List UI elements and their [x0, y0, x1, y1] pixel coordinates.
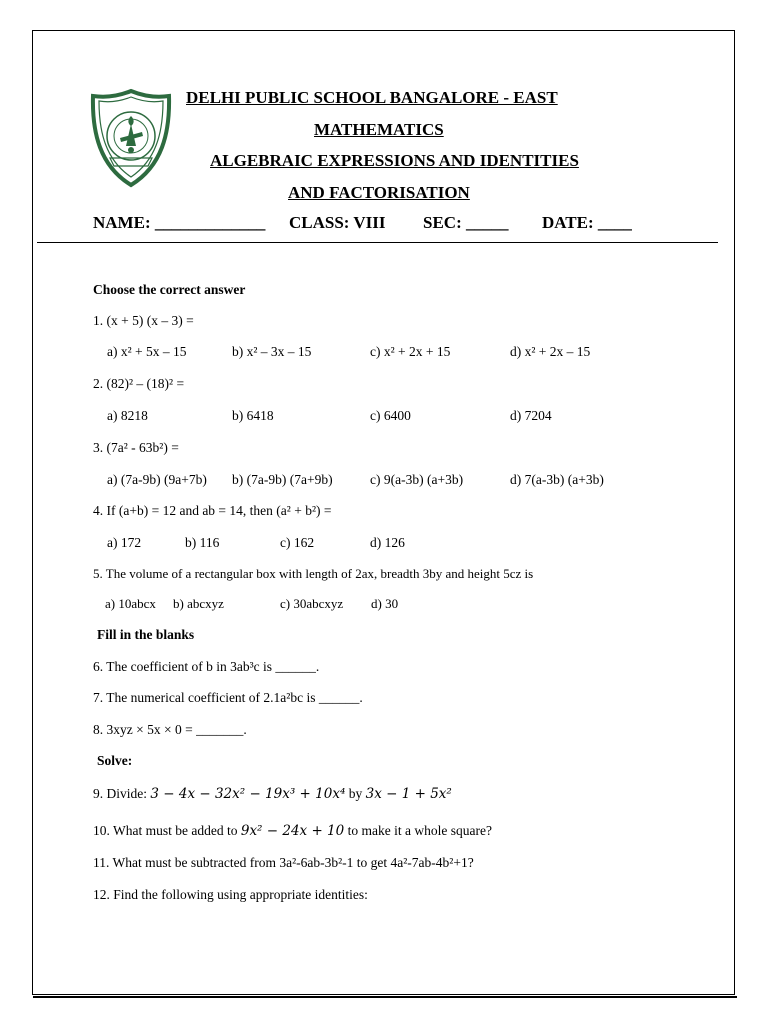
- topic-title-line1: ALGEBRAIC EXPRESSIONS AND IDENTITIES: [210, 151, 579, 170]
- q3-option-a: a) (7a-9b) (9a+7b): [107, 472, 207, 487]
- q2-option-c: c) 6400: [370, 408, 411, 423]
- question-5: 5. The volume of a rectangular box with length of 2ax, breadth 3by and height 5cz is: [93, 566, 534, 581]
- question-4: 4. If (a+b) = 12 and ab = 14, then (a² + b²) =: [93, 503, 332, 518]
- header-divider: [37, 242, 718, 243]
- topic-title-line2: AND FACTORISATION: [288, 183, 470, 202]
- q9-dividend: 3 − 4x − 32x² − 19x³ + 10x⁴: [150, 786, 346, 802]
- q5-option-d: d) 30: [371, 596, 399, 611]
- q9-by: by: [345, 786, 366, 801]
- name-field-label: NAME: _____________: [93, 213, 266, 232]
- question-7: 7. The numerical coefficient of 2.1a²bc is ______.: [93, 690, 363, 705]
- q3-option-b: b) (7a-9b) (7a+9b): [232, 472, 333, 487]
- question-11: 11. What must be subtracted from 3a²-6ab-3b²-1 to get 4a²-7ab-4b²+1?: [93, 855, 474, 870]
- q10-prefix: 10. What must be added to: [93, 823, 241, 838]
- q10-suffix: to make it a whole square?: [344, 823, 492, 838]
- q4-option-c: c) 162: [280, 535, 315, 550]
- class-label: CLASS: VIII: [289, 213, 386, 232]
- q4-option-d: d) 126: [370, 535, 405, 550]
- section-solve-heading: Solve:: [97, 753, 133, 768]
- q5-option-c: c) 30abcxyz: [280, 596, 344, 611]
- q3-option-d: d) 7(a-3b) (a+3b): [510, 472, 604, 487]
- question-10: [93, 823, 492, 839]
- subject-title: MATHEMATICS: [314, 120, 444, 139]
- date-field-label: DATE: ____: [542, 213, 632, 232]
- q2-option-d: d) 7204: [510, 408, 552, 423]
- q4-option-a: a) 172: [107, 535, 142, 550]
- question-1-options: [107, 344, 707, 362]
- question-5-options: [105, 596, 705, 614]
- q3-option-c: c) 9(a-3b) (a+3b): [370, 472, 464, 487]
- section-field-label: SEC: _____: [423, 213, 509, 232]
- q1-option-b: b) x² – 3x – 15: [232, 344, 312, 359]
- q1-option-d: d) x² + 2x – 15: [510, 344, 591, 359]
- q2-option-a: a) 8218: [107, 408, 148, 423]
- question-6: 6. The coefficient of b in 3ab³c is ______.: [93, 659, 320, 674]
- question-12: 12. Find the following using appropriate identities:: [93, 887, 368, 902]
- question-3-options: [107, 472, 707, 490]
- q4-option-b: b) 116: [185, 535, 220, 550]
- question-1: 1. (x + 5) (x – 3) =: [93, 313, 194, 328]
- q2-option-b: b) 6418: [232, 408, 274, 423]
- question-2-options: [107, 408, 707, 426]
- question-2: 2. (82)² – (18)² =: [93, 376, 185, 391]
- question-4-options: [107, 535, 707, 553]
- school-crest-logo: [90, 88, 172, 188]
- q10-expression: 9x² − 24x + 10: [240, 823, 345, 839]
- q9-divisor: 3x − 1 + 5x²: [365, 786, 452, 802]
- q1-option-c: c) x² + 2x + 15: [370, 344, 451, 359]
- school-name: DELHI PUBLIC SCHOOL BANGALORE - EAST: [186, 88, 558, 107]
- section-mcq-heading: Choose the correct answer: [93, 282, 246, 297]
- q5-option-a: a) 10abcx: [105, 596, 156, 611]
- section-fill-heading: Fill in the blanks: [97, 627, 195, 642]
- question-8: 8. 3xyz × 5x × 0 = _______.: [93, 722, 247, 737]
- question-9: [93, 786, 452, 802]
- q5-option-b: b) abcxyz: [173, 596, 224, 611]
- q9-prefix: 9. Divide:: [93, 786, 151, 801]
- q1-option-a: a) x² + 5x – 15: [107, 344, 187, 359]
- question-3: 3. (7a² - 63b²) =: [93, 440, 179, 455]
